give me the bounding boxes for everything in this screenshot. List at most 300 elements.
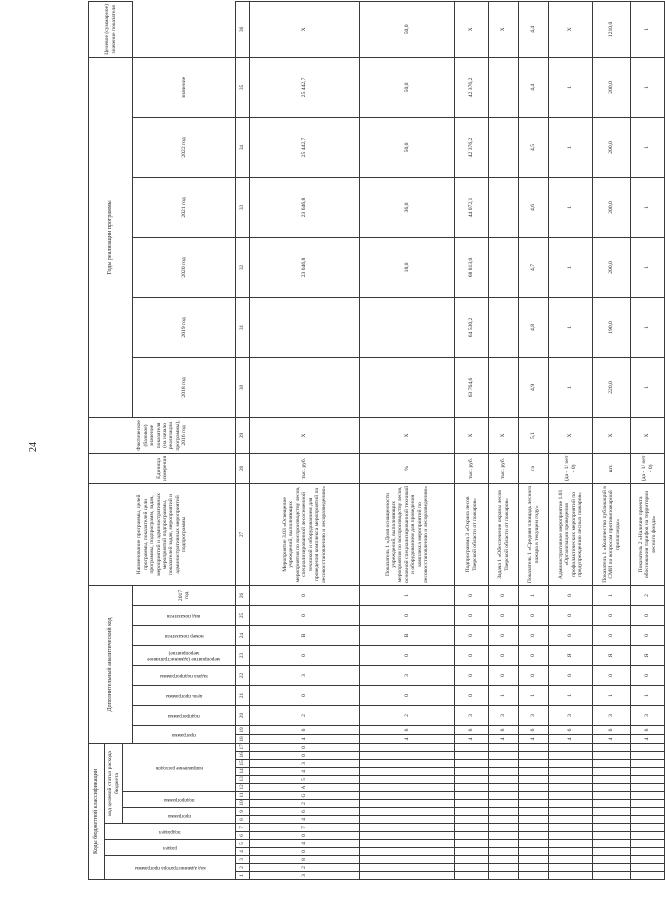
- code-cell: [519, 752, 549, 760]
- item-name: Подпрограмма 3 «Охрана лесов Тверской области от пожаров»: [455, 483, 489, 585]
- code-cell: 0: [519, 625, 549, 645]
- code-cell: 0: [360, 645, 455, 665]
- code-cell: Я: [631, 645, 665, 665]
- item-name: Административное мероприятие 1.01 «Организация проведения профилактических мероприятий по предупреждению лесных пожаров»: [549, 483, 593, 585]
- column-number: 9: [236, 808, 250, 816]
- column-number: 6: [236, 832, 250, 840]
- code-cell: [455, 792, 489, 800]
- actual-value-cell: Х: [549, 417, 593, 453]
- year-value-cell: 1: [631, 297, 665, 357]
- code-cell: 0: [455, 585, 489, 605]
- code-cell: 4: [455, 734, 489, 743]
- code-cell: 0: [549, 625, 593, 645]
- unit-cell: га: [519, 453, 549, 483]
- code-cell: 1: [631, 685, 665, 705]
- code-cell: [455, 824, 489, 832]
- code-cell: [549, 784, 593, 792]
- code-cell: [631, 776, 665, 784]
- code-cell: [360, 752, 455, 760]
- code-cell: [549, 824, 593, 832]
- column-number: 28: [236, 453, 250, 483]
- year-value-cell: 1: [549, 357, 593, 417]
- budget-codes-header: Коды бюджетной классификации: [89, 743, 105, 879]
- code-cell: 0: [593, 605, 631, 625]
- code-cell: 0: [489, 625, 519, 645]
- code-cell: 0: [250, 848, 360, 856]
- year-value-cell: [489, 237, 519, 297]
- column-number: 26: [236, 585, 250, 605]
- code-cell: 0: [489, 645, 519, 665]
- column-number: 36: [236, 1, 250, 57]
- column-number: 15: [236, 760, 250, 768]
- year-header: 2018 год: [133, 357, 236, 417]
- direction-code-header: направление расходов: [123, 743, 236, 791]
- code-cell: 4: [549, 734, 593, 743]
- code-cell: 0: [250, 752, 360, 760]
- actual-value-cell: Х: [455, 417, 489, 453]
- year-value-cell: 200,0: [593, 177, 631, 237]
- code-cell: В: [250, 625, 360, 645]
- code-cell: [519, 824, 549, 832]
- table-row: [489, 1, 519, 879]
- code-cell: 0: [593, 625, 631, 645]
- year-value-cell: [489, 117, 519, 177]
- code-cell: [489, 752, 519, 760]
- code-cell: 3: [250, 665, 360, 685]
- program-table: [88, 1, 665, 880]
- table-row: [455, 1, 489, 879]
- year-value-cell: [489, 357, 519, 417]
- year-value-cell: 42 376,2: [455, 117, 489, 177]
- code-cell: 0: [360, 685, 455, 705]
- code-cell: 0: [549, 585, 593, 605]
- code-cell: [549, 808, 593, 816]
- code-cell: [455, 832, 489, 840]
- code-cell: [455, 776, 489, 784]
- code-cell: 1: [593, 585, 631, 605]
- target-value-cell: 50,0: [360, 1, 455, 57]
- year-value-cell: [489, 297, 519, 357]
- actual-value-cell: Х: [250, 417, 360, 453]
- code-cell: 0: [250, 645, 360, 665]
- code-cell: [519, 856, 549, 864]
- code-cell: [489, 872, 519, 880]
- code-cell: В: [360, 625, 455, 645]
- year-value-cell: [250, 297, 360, 357]
- code-cell: [631, 760, 665, 768]
- code-cell: 0: [455, 685, 489, 705]
- column-number: 34: [236, 117, 250, 177]
- year-value-cell: 1: [631, 117, 665, 177]
- target-sub-header: значение: [133, 57, 236, 117]
- code-cell: [360, 856, 455, 864]
- code-cell: 3: [250, 872, 360, 880]
- code-cell: [519, 816, 549, 824]
- code-cell: [519, 776, 549, 784]
- column-number: 25: [236, 605, 250, 625]
- code-cell: [631, 808, 665, 816]
- code-cell: 0: [631, 605, 665, 625]
- code-cell: [631, 832, 665, 840]
- table-row: [519, 1, 549, 879]
- target-header: Целевое (суммарное) значение показателя: [89, 1, 133, 57]
- code-cell: [549, 872, 593, 880]
- code-cell: [519, 848, 549, 856]
- code-cell: 8: [250, 856, 360, 864]
- year-value-cell: 1: [549, 237, 593, 297]
- year-value-cell: 42 376,2: [455, 57, 489, 117]
- code-cell: 0: [250, 605, 360, 625]
- code-cell: [593, 832, 631, 840]
- code-cell: [489, 784, 519, 792]
- code-cell: [360, 872, 455, 880]
- code-cell: 1: [360, 585, 455, 605]
- code-cell: [593, 864, 631, 872]
- code-cell: 4: [593, 734, 631, 743]
- code-cell: [489, 800, 519, 808]
- code-cell: [360, 760, 455, 768]
- unit-cell: тыс. руб.: [250, 453, 360, 483]
- column-number: 5: [236, 840, 250, 848]
- year-value-cell: 50,0: [360, 117, 455, 177]
- year-value-cell: [360, 297, 455, 357]
- actual-value-cell: Х: [360, 417, 455, 453]
- code-cell: 6: [250, 808, 360, 816]
- item-name: Показатель 1 «Доля оснащенности учреждений, выполняющих мероприятия по воспроизводству лесов, основной специализированной техникой и оборудованием для проведения комплекса мероприятий по лесовосстановлению и лесоразведению»: [360, 483, 455, 585]
- year-value-cell: 220,0: [593, 357, 631, 417]
- code-cell: [549, 743, 593, 751]
- year-value-cell: 1: [631, 357, 665, 417]
- year-value-cell: 50,0: [360, 57, 455, 117]
- unit-cell: тыс. руб.: [489, 453, 519, 483]
- page-number: 24: [28, 442, 39, 452]
- code-cell: 5: [250, 776, 360, 784]
- code-cell: [519, 760, 549, 768]
- year-value-cell: 36,0: [360, 177, 455, 237]
- code-cell: 0: [250, 832, 360, 840]
- code-cell: [519, 864, 549, 872]
- code-cell: [549, 856, 593, 864]
- code-cell: 0: [250, 743, 360, 751]
- admin-code-header: код администратора программы: [105, 856, 236, 880]
- code-cell: [455, 856, 489, 864]
- code-cell: 0: [593, 665, 631, 685]
- code-cell: Я: [593, 645, 631, 665]
- year-value-cell: 4,9: [519, 357, 549, 417]
- extra-code-col-header: программа: [133, 725, 236, 743]
- year-value-cell: 4,7: [519, 237, 549, 297]
- actual-value-cell: Х: [631, 417, 665, 453]
- item-name: Показатель 1 «Количество публикаций в СМИ по вопросам противопожарной пропаганды»: [593, 483, 631, 585]
- code-cell: [489, 864, 519, 872]
- code-cell: 6: [455, 725, 489, 734]
- code-cell: [455, 864, 489, 872]
- code-cell: 6: [519, 725, 549, 734]
- code-cell: [455, 743, 489, 751]
- code-cell: G: [250, 792, 360, 800]
- year-value-cell: 1: [549, 177, 593, 237]
- code-cell: [549, 832, 593, 840]
- column-number: 29: [236, 417, 250, 453]
- code-cell: [549, 760, 593, 768]
- column-number: 14: [236, 768, 250, 776]
- code-cell: 0: [489, 665, 519, 685]
- code-cell: [489, 768, 519, 776]
- year-value-cell: 200,0: [593, 57, 631, 117]
- code-cell: [593, 792, 631, 800]
- code-cell: [549, 848, 593, 856]
- code-cell: [549, 800, 593, 808]
- code-cell: 0: [549, 665, 593, 685]
- code-cell: [519, 832, 549, 840]
- code-cell: [360, 784, 455, 792]
- code-cell: 6: [250, 725, 360, 734]
- program-code-header: программа: [123, 808, 236, 824]
- code-cell: [489, 743, 519, 751]
- year-value-cell: 4,6: [519, 177, 549, 237]
- column-number: 32: [236, 237, 250, 297]
- code-cell: 0: [455, 645, 489, 665]
- column-number: 30: [236, 357, 250, 417]
- code-cell: [455, 840, 489, 848]
- year-value-cell: 68 813,0: [455, 237, 489, 297]
- code-cell: 4: [250, 768, 360, 776]
- column-number: 2: [236, 864, 250, 872]
- year-value-cell: [489, 57, 519, 117]
- year-value-cell: 23 646,8: [250, 177, 360, 237]
- code-cell: [489, 808, 519, 816]
- code-cell: 0: [360, 605, 455, 625]
- target-value-cell: 1: [631, 1, 665, 57]
- column-number: 8: [236, 816, 250, 824]
- code-cell: [519, 784, 549, 792]
- column-number: 33: [236, 177, 250, 237]
- code-cell: [360, 800, 455, 808]
- item-name: Мероприятие 3.03 «Освещение учреждений, выполняющих мероприятия по воспроизводству лесов, специализированной лесосеменной техникой и оборудованием для проведения комплекса мероприятий по лесовосстановлению и лесоразведению»: [250, 483, 360, 585]
- rotated-table-sheet: [88, 4, 657, 880]
- extra-code-col-header: цель программы: [133, 685, 236, 705]
- code-cell: 3: [455, 705, 489, 725]
- year-value-cell: 25 442,7: [250, 117, 360, 177]
- column-number: 24: [236, 625, 250, 645]
- code-cell: [593, 840, 631, 848]
- code-cell: [631, 800, 665, 808]
- code-cell: 1: [519, 585, 549, 605]
- code-cell: [455, 768, 489, 776]
- subsection-header: подраздел: [105, 824, 236, 840]
- code-cell: [455, 800, 489, 808]
- column-number: 7: [236, 824, 250, 832]
- year-value-cell: 1: [549, 117, 593, 177]
- year-value-cell: 23 646,8: [250, 237, 360, 297]
- code-cell: [360, 768, 455, 776]
- code-cell: [549, 752, 593, 760]
- code-cell: Я: [549, 645, 593, 665]
- code-cell: 4: [631, 734, 665, 743]
- column-number: 1: [236, 872, 250, 880]
- code-cell: [489, 776, 519, 784]
- code-cell: 4: [489, 734, 519, 743]
- code-cell: 4: [519, 734, 549, 743]
- code-cell: 0: [549, 605, 593, 625]
- unit-cell: %: [360, 453, 455, 483]
- code-cell: 6: [593, 725, 631, 734]
- table-row: [631, 1, 665, 879]
- column-number: 19: [236, 725, 250, 734]
- code-cell: [549, 792, 593, 800]
- code-cell: 1: [593, 685, 631, 705]
- code-cell: [360, 832, 455, 840]
- subprogram-code-header: подпрограмма: [123, 792, 236, 808]
- code-cell: 2: [250, 800, 360, 808]
- table-row: [549, 1, 593, 879]
- code-cell: [593, 768, 631, 776]
- year-value-cell: 200,0: [593, 237, 631, 297]
- code-cell: 7: [250, 824, 360, 832]
- table-row: [250, 1, 360, 879]
- actual-value-cell: 5,1: [519, 417, 549, 453]
- code-cell: [489, 824, 519, 832]
- code-cell: 3: [631, 705, 665, 725]
- year-value-cell: 190,0: [593, 297, 631, 357]
- code-cell: [489, 832, 519, 840]
- code-cell: [631, 864, 665, 872]
- code-cell: [360, 848, 455, 856]
- year-value-cell: 200,0: [593, 117, 631, 177]
- code-cell: 4: [360, 734, 455, 743]
- extra-code-col-header: задача подпрограммы: [133, 665, 236, 685]
- code-cell: [489, 816, 519, 824]
- table-row: [360, 1, 455, 879]
- column-number: 23: [236, 645, 250, 665]
- year-value-cell: 1: [631, 177, 665, 237]
- code-cell: [360, 840, 455, 848]
- code-cell: 0: [489, 605, 519, 625]
- code-cell: [549, 776, 593, 784]
- code-cell: [519, 872, 549, 880]
- extra-code-col-header: мероприятие (административное мероприятие): [133, 645, 236, 665]
- unit-cell: шт.: [593, 453, 631, 483]
- code-cell: [631, 743, 665, 751]
- code-cell: [360, 824, 455, 832]
- code-cell: [631, 784, 665, 792]
- code-cell: [489, 760, 519, 768]
- code-cell: [631, 768, 665, 776]
- item-name: Показатель 2 «Наличие проекта обоснования тарифов на территории лесного фонда»: [631, 483, 665, 585]
- code-cell: [549, 816, 593, 824]
- code-cell: 3: [519, 705, 549, 725]
- code-cell: [631, 840, 665, 848]
- extra-code-col-header: вид показателя: [133, 605, 236, 625]
- code-cell: 3: [593, 705, 631, 725]
- year-value-cell: [250, 357, 360, 417]
- code-cell: [593, 760, 631, 768]
- year-value-cell: 1: [549, 297, 593, 357]
- actual-value-cell: Х: [489, 417, 519, 453]
- target-value-cell: 4,4: [519, 1, 549, 57]
- year-header: 2021 год: [133, 177, 236, 237]
- column-number: 17: [236, 743, 250, 751]
- code-cell: [455, 848, 489, 856]
- name-header: Наименование программы, целей программы, показателей цели программы, подпрограмм, задач, мероприятий и административных мероприятий подпрограммы, показателей задач, мероприятий и административных мероприятий подпрограммы: [89, 483, 236, 585]
- column-number: 16: [236, 752, 250, 760]
- code-cell: [455, 760, 489, 768]
- code-cell: [489, 848, 519, 856]
- code-cell: [593, 856, 631, 864]
- code-cell: 0: [519, 645, 549, 665]
- code-cell: [593, 776, 631, 784]
- column-number: 20: [236, 705, 250, 725]
- year-value-cell: 1: [631, 237, 665, 297]
- year-header: 2017 год: [133, 585, 236, 605]
- code-cell: 2: [250, 705, 360, 725]
- extra-code-col-header: номер показателя: [133, 625, 236, 645]
- section-header: раздел: [105, 840, 236, 856]
- column-number: 31: [236, 297, 250, 357]
- code-cell: 0: [489, 585, 519, 605]
- unit-cell: тыс. руб.: [455, 453, 489, 483]
- code-cell: 4: [250, 840, 360, 848]
- code-cell: 4: [250, 734, 360, 743]
- year-header: 2019 год: [133, 297, 236, 357]
- code-cell: 0: [455, 605, 489, 625]
- unit-header: Единица измерения: [89, 453, 236, 483]
- item-name: Задача 1 «Обеспечение охраны лесов Тверской области от пожаров»: [489, 483, 519, 585]
- code-cell: [549, 864, 593, 872]
- code-cell: [631, 816, 665, 824]
- code-cell: [360, 864, 455, 872]
- year-value-cell: 4,5: [519, 117, 549, 177]
- code-cell: 1: [519, 685, 549, 705]
- column-number: 10: [236, 800, 250, 808]
- column-number: 22: [236, 665, 250, 685]
- extra-code-header: Дополнительный аналитический код: [89, 585, 133, 743]
- target-value-cell: Х: [489, 1, 519, 57]
- code-cell: [455, 752, 489, 760]
- code-cell: 2: [250, 864, 360, 872]
- code-cell: [631, 856, 665, 864]
- code-cell: [360, 776, 455, 784]
- code-cell: 1: [549, 685, 593, 705]
- code-cell: 3: [360, 665, 455, 685]
- code-cell: 0: [250, 685, 360, 705]
- year-value-cell: 18,0: [360, 237, 455, 297]
- code-cell: 2: [631, 585, 665, 605]
- code-cell: 6: [360, 725, 455, 734]
- code-cell: 2: [360, 705, 455, 725]
- column-number: 27: [236, 483, 250, 585]
- code-cell: 0: [631, 665, 665, 685]
- code-cell: [593, 808, 631, 816]
- column-number: 35: [236, 57, 250, 117]
- code-cell: 0: [631, 625, 665, 645]
- code-cell: [489, 856, 519, 864]
- year-value-cell: 44 072,1: [455, 177, 489, 237]
- code-cell: [631, 848, 665, 856]
- column-number: 11: [236, 792, 250, 800]
- year-value-cell: 63 764,6: [455, 357, 489, 417]
- code-cell: 6: [549, 725, 593, 734]
- code-cell: [519, 800, 549, 808]
- code-cell: [360, 792, 455, 800]
- code-cell: [489, 792, 519, 800]
- year-value-cell: [489, 177, 519, 237]
- year-value-cell: [360, 357, 455, 417]
- year-header: 2022 год: [133, 117, 236, 177]
- code-cell: 0: [455, 665, 489, 685]
- code-cell: 3: [489, 705, 519, 725]
- extra-code-col-header: подпрограмма: [133, 705, 236, 725]
